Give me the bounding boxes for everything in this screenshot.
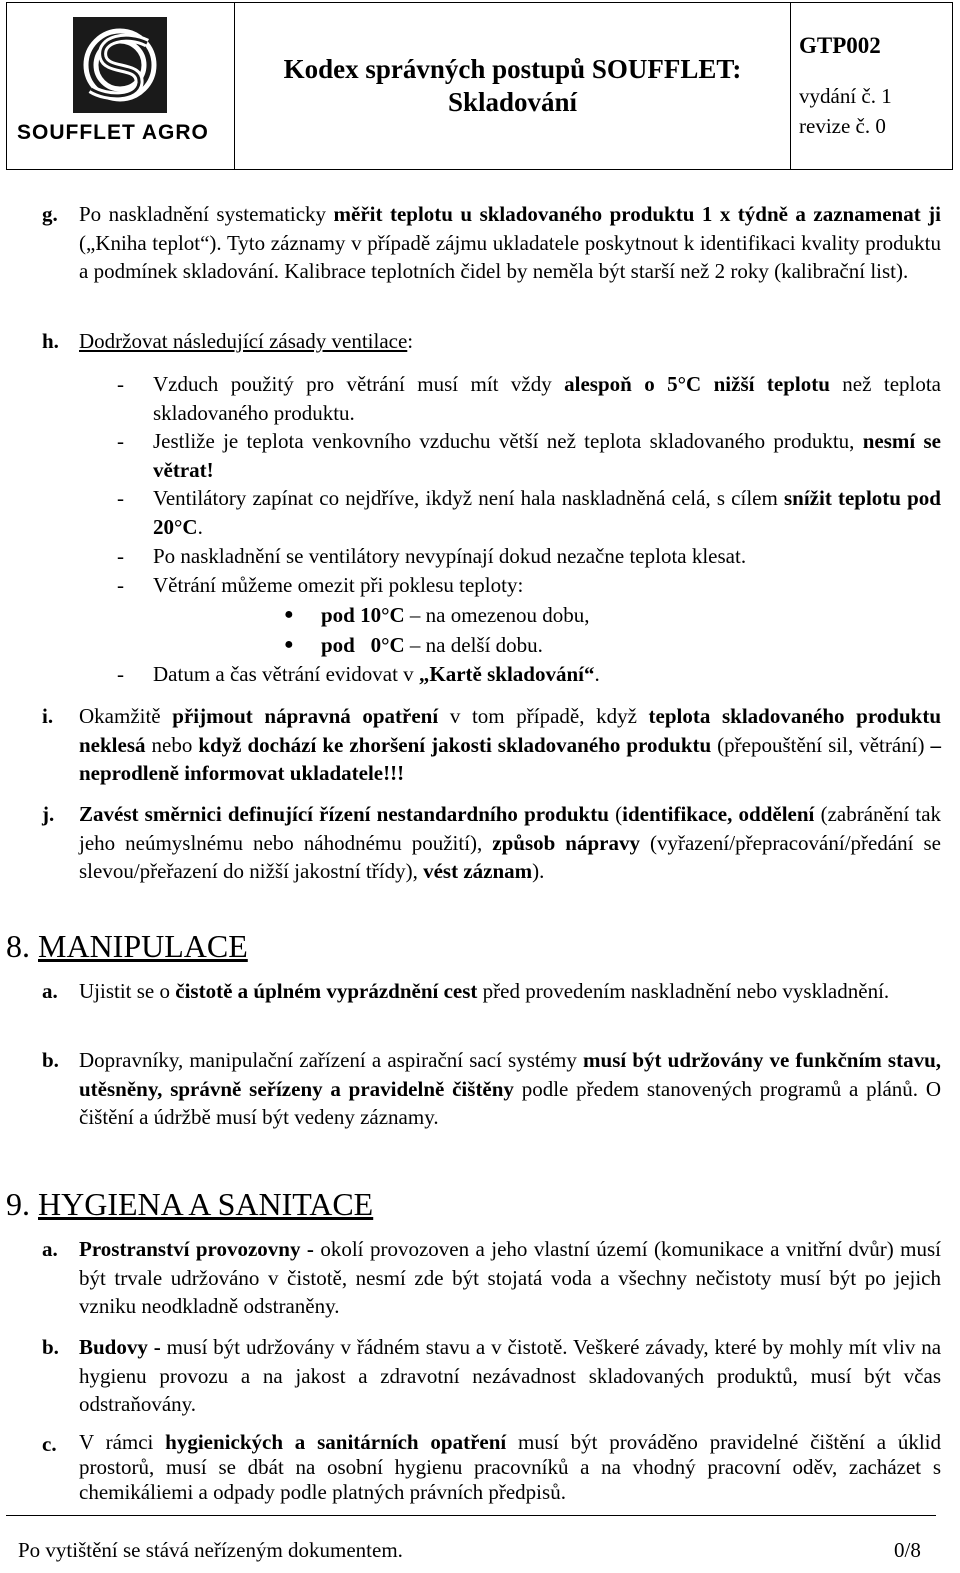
- dash-marker: -: [117, 372, 124, 396]
- item-label-i: i.: [42, 704, 54, 728]
- bullet-icon: ●: [284, 636, 294, 653]
- paragraph-8b: Dopravníky, manipulační zařízení a aspirační sací systémy musí být udržovány ve funkčním stavu, utěsněny, správně seřízeny a pravidelně čištěny podle předem stanovených programů a plánů. O čištění a údržbě musí být vedeny záznamy.: [79, 1048, 942, 1130]
- ventilation-rule-1: Vzduch použitý pro větrání musí mít vždy alespoň o 5°C nižší teplotu než teplota skladovaného produktu.: [153, 372, 941, 425]
- logo-text: SOUFFLET AGRO: [17, 121, 209, 144]
- paragraph-g: Po naskladnění systematicky měřit teplotu u skladovaného produktu 1 x týdně a zaznamenat ji („Kniha teplot“). Tyto záznamy v případě zájmu ukladatele poskytnout k identifikaci kvality produktu a podmínek skladování. Kalibrace teplotních čidel by neměla být starší než 2 roky (kalibrační list).: [79, 202, 941, 284]
- item-label-8a: a.: [42, 979, 58, 1003]
- paragraph-j: Zavést směrnici definující řízení nestandardního produktu (identifikace, oddělení (zabránění tak jeho neúmyslnému nebo náhodnému použití), způsob nápravy (vyřazení/přepracování/předání se slevou/přeřazení do nižší jakostní třídy), vést záznam).: [79, 802, 942, 884]
- dash-marker: -: [117, 429, 124, 453]
- document-code: GTP002: [799, 33, 881, 58]
- document-code-cell: [791, 3, 952, 169]
- paragraph-9b: Budovy - musí být udržovány v řádném stavu a v čistotě. Veškeré závady, které by mohly mít vliv na hygienu provozu a na jakost a zdravotní nezávadnost skladovaných produktů, musí být včas odstraňovány.: [79, 1335, 942, 1417]
- page-number: 0/8: [894, 1538, 921, 1562]
- ventilation-rule-3: Ventilátory zapínat co nejdříve, ikdyž není hala naskladněná celá, s cílem snížit teplotu pod 20°C.: [153, 486, 941, 539]
- document-title: [235, 3, 791, 169]
- title-line-2: Skladování: [447, 87, 578, 117]
- paragraph-9c: V rámci hygienických a sanitárních opatření musí být prováděno pravidelné čištění a úklid prostorů, musí se dbát na osobní hygienu pracovníků a na vhodný pracovní oděv, zacházet s chemikáliemi a odpady podle platných právních předpisů.: [79, 1430, 941, 1504]
- item-label-g: g.: [42, 202, 58, 226]
- paragraph-h-heading: Dodržovat následující zásady ventilace:: [79, 329, 414, 353]
- ventilation-limit-2: pod 0°C – na delší dobu.: [321, 633, 543, 657]
- item-label-8b: b.: [42, 1048, 59, 1072]
- dash-marker: -: [117, 662, 124, 686]
- paragraph-i: Okamžitě přijmout nápravná opatření v tom případě, když teplota skladovaného produktu neklesá nebo když dochází ke zhoršení jakosti skladovaného produktu (přepouštění sil, větrání) – neprodleně informovat ukladatele!!!: [79, 704, 941, 786]
- ventilation-rule-5: Větrání můžeme omezit při poklesu teploty:: [153, 573, 524, 597]
- footer-divider: [6, 1515, 936, 1516]
- edition-number: vydání č. 1: [799, 84, 892, 108]
- section-9-heading: 9. HYGIENA A SANITACE: [6, 1186, 374, 1222]
- section-8-heading: 8. MANIPULACE: [6, 928, 248, 964]
- footer-note: Po vytištění se stává neřízeným dokumentem.: [18, 1538, 403, 1562]
- title-line-1: Kodex správných postupů SOUFFLET:: [283, 54, 742, 84]
- document-header: [6, 2, 953, 170]
- ventilation-limit-1: pod 10°C – na omezenou dobu,: [321, 603, 590, 627]
- item-label-9c: c.: [42, 1432, 57, 1456]
- item-label-h: h.: [42, 329, 59, 353]
- ventilation-rule-4: Po naskladnění se ventilátory nevypínají dokud nezačne teplota klesat.: [153, 544, 747, 568]
- paragraph-8a: Ujistit se o čistotě a úplném vyprázdnění cest před provedením naskladnění nebo vyskladnění.: [79, 979, 890, 1003]
- logo-cell: [7, 3, 235, 169]
- bullet-icon: ●: [284, 606, 294, 623]
- ventilation-rule-2: Jestliže je teplota venkovního vzduchu větší než teplota skladovaného produktu, nesmí se větrat!: [153, 429, 941, 482]
- ventilation-rule-6: Datum a čas větrání evidovat v „Kartě skladování“.: [153, 662, 600, 686]
- item-label-j: j.: [42, 802, 55, 826]
- paragraph-9a: Prostranství provozovny - okolí provozoven a jeho vlastní území (komunikace a vnitřní dvůr) musí být trvale udržováno v čistotě, nesmí zde být stojatá voda a všechny nečistoty musí být po jejich vzniku neodkladně odstraněny.: [79, 1237, 941, 1319]
- dash-marker: -: [117, 544, 124, 568]
- item-label-9b: b.: [42, 1335, 59, 1359]
- item-label-9a: a.: [42, 1237, 58, 1261]
- dash-marker: -: [117, 573, 124, 597]
- revision-number: revize č. 0: [799, 114, 886, 138]
- dash-marker: -: [117, 486, 124, 510]
